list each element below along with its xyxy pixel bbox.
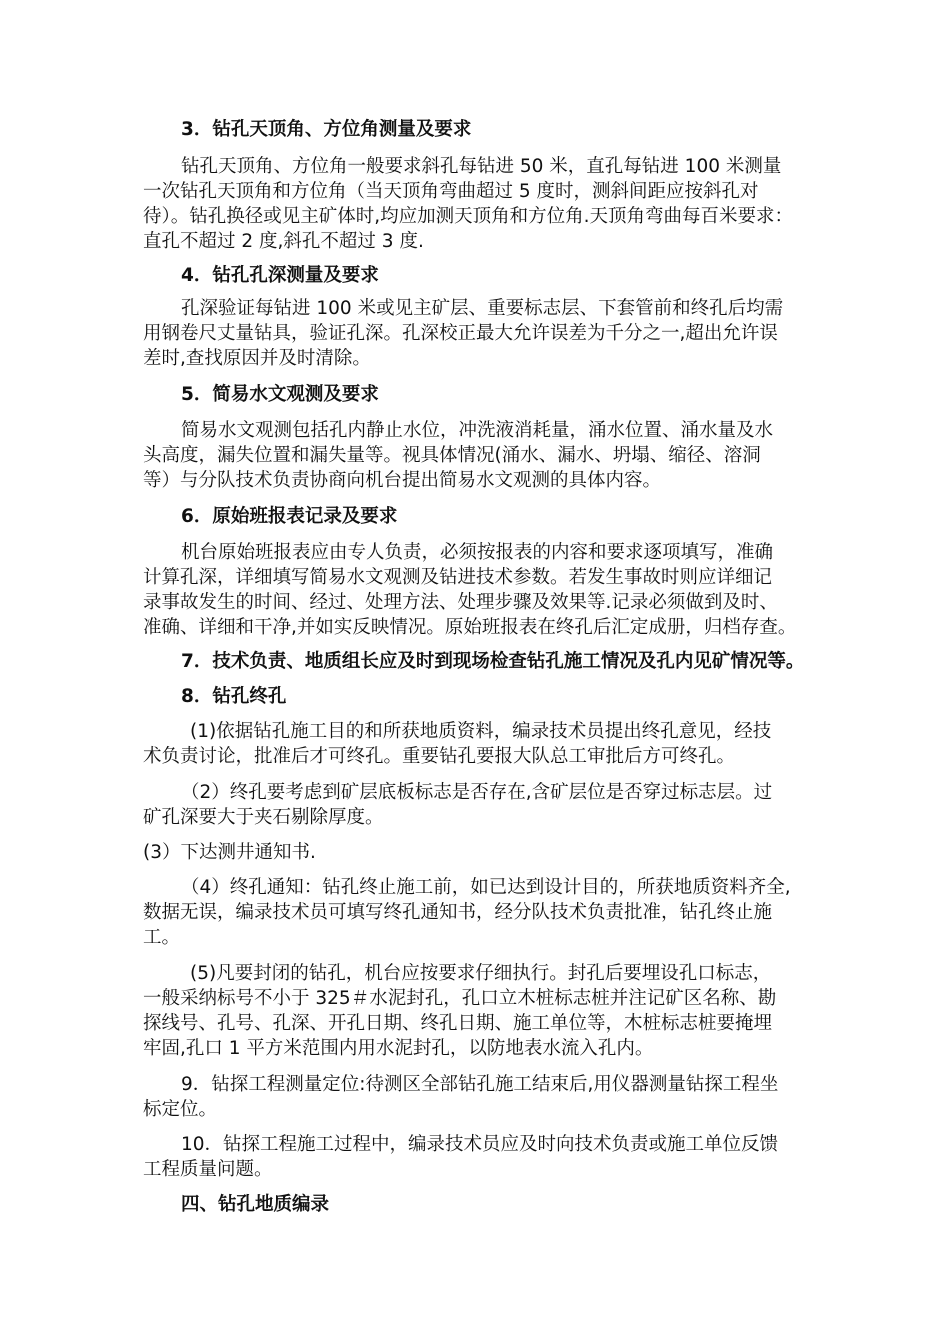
section-10-line-1: 10．钻探工程施工过程中，编录技术员应及时向技术负责或施工单位反馈	[181, 1134, 779, 1155]
section-7-heading: 7．技术负责、地质组长应及时到现场检查钻孔施工情况及孔内见矿情况等。	[181, 651, 805, 672]
section-4-heading: 4．钻孔孔深测量及要求	[181, 265, 379, 286]
section-8-item-4-line-2: 数据无误，编录技术员可填写终孔通知书，经分队技术负责批准，钻孔终止施	[143, 902, 773, 923]
section-8-item-4-line-1: （4）终孔通知：钻孔终止施工前，如已达到设计目的，所获地质资料齐全,	[181, 877, 791, 898]
section-3-line-4: 直孔不超过 2 度,斜孔不超过 3 度.	[143, 231, 424, 252]
section-8-item-5-line-2: 一般采纳标号不小于 325＃水泥封孔，孔口立木桩标志桩并注记矿区名称、勘	[143, 988, 777, 1009]
section-3-heading: 3．钻孔天顶角、方位角测量及要求	[181, 119, 472, 140]
section-8-item-1-line-2: 术负责讨论，批准后才可终孔。重要钻孔要报大队总工审批后方可终孔。	[143, 746, 736, 767]
section-8-item-2-line-2: 矿孔深要大于夹石剔除厚度。	[143, 807, 384, 828]
section-5-heading: 5．简易水文观测及要求	[181, 384, 379, 405]
section-8-item-2-line-1: （2）终孔要考虑到矿层底板标志是否存在,含矿层位是否穿过标志层。过	[181, 782, 773, 803]
section-6-heading: 6．原始班报表记录及要求	[181, 506, 398, 527]
section-5-line-1: 简易水文观测包括孔内静止水位，冲洗液消耗量，涌水位置、涌水量及水	[181, 420, 774, 441]
section-5-line-3: 等）与分队技术负责协商向机台提出简易水文观测的具体内容。	[143, 470, 662, 491]
section-6-line-2: 计算孔深，详细填写简易水文观测及钻进技术参数。若发生事故时则应详细记	[143, 567, 773, 588]
section-8-heading: 8．钻孔终孔	[181, 686, 287, 707]
section-8-item-5-line-1: (5)凡要封闭的钻孔，机台应按要求仔细执行。封孔后要埋设孔口标志，	[190, 963, 772, 984]
section-10-line-2: 工程质量问题。	[143, 1159, 273, 1180]
section-3-line-3: 待）。钻孔换径或见主矿体时,均应加测天顶角和方位角.天顶角弯曲每百米要求：	[143, 206, 794, 227]
section-5-line-2: 头高度，漏失位置和漏失量等。视具体情况(涌水、漏水、坍塌、缩径、溶洞	[143, 445, 761, 466]
section-8-item-5-line-3: 探线号、孔号、孔深、开孔日期、终孔日期、施工单位等，木桩标志桩要掩埋	[143, 1013, 773, 1034]
section-3-line-1: 钻孔天顶角、方位角一般要求斜孔每钻进 50 米，直孔每钻进 100 米测量	[181, 156, 782, 177]
section-4-line-3: 差时,查找原因并及时清除。	[143, 348, 371, 369]
section-3-line-2: 一次钻孔天顶角和方位角（当天顶角弯曲超过 5 度时，测斜间距应按斜孔对	[143, 181, 759, 202]
section-4-line-1: 孔深验证每钻进 100 米或见主矿层、重要标志层、下套管前和终孔后均需	[181, 298, 784, 319]
section-6-line-4: 准确、详细和干净,并如实反映情况。原始班报表在终孔后汇定成册，归档存查。	[143, 617, 797, 638]
section-8-item-4-line-3: 工。	[143, 927, 181, 948]
section-9-line-1: 9．钻探工程测量定位:待测区全部钻孔施工结束后,用仪器测量钻探工程坐	[181, 1074, 779, 1095]
section-9-line-2: 标定位。	[143, 1099, 218, 1120]
section-8-item-3-line-1: (3）下达测井通知书.	[143, 842, 316, 863]
section-8-item-5-line-4: 牢固,孔口 1 平方米范围内用水泥封孔，以防地表水流入孔内。	[143, 1038, 654, 1059]
section-6-line-3: 录事故发生的时间、经过、处理方法、处理步骤及效果等.记录必须做到及时、	[143, 592, 778, 613]
section-6-line-1: 机台原始班报表应由专人负责，必须按报表的内容和要求逐项填写，准确	[181, 542, 774, 563]
main-section-4-heading: 四、钻孔地质编录	[181, 1194, 330, 1215]
section-8-item-1-line-1: (1)依据钻孔施工目的和所获地质资料，编录技术员提出终孔意见，经技	[190, 721, 772, 742]
section-4-line-2: 用钢卷尺丈量钻具，验证孔深。孔深校正最大允许误差为千分之一,超出允许误	[143, 323, 778, 344]
